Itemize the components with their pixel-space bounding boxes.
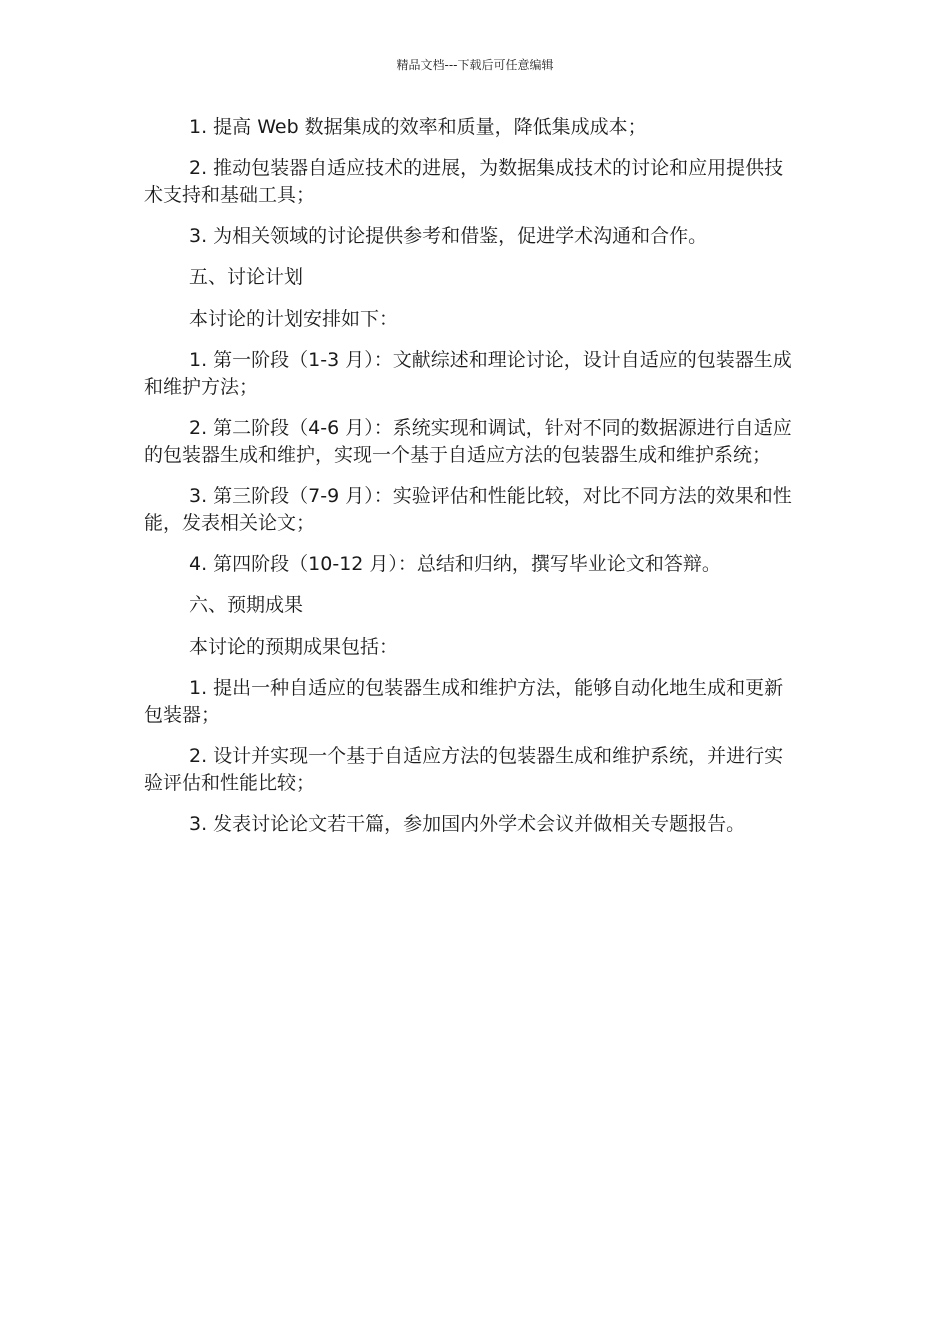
document-body — [144, 114, 800, 852]
page-header: 精品文档---下载后可任意编辑 — [396, 58, 554, 72]
list-item-goal-2: 2. 推动包装器自适应技术的进展，为数据集成技术的讨论和应用提供技术支持和基础工具； — [144, 157, 784, 206]
list-item-goal-3: 3. 为相关领域的讨论提供参考和借鉴，促进学术沟通和合作。 — [189, 225, 708, 247]
list-item-outcome-3: 3. 发表讨论论文若干篇，参加国内外学术会议并做相关专题报告。 — [189, 813, 746, 835]
list-item-stage-1: 1. 第一阶段（1-3 月）：文献综述和理论讨论，设计自适应的包装器生成和维护方法； — [144, 349, 792, 398]
list-item-goal-1: 1. 提高 Web 数据集成的效率和质量，降低集成成本； — [189, 116, 647, 138]
list-item-stage-2: 2. 第二阶段（4-6 月）：系统实现和调试，针对不同的数据源进行自适应的包装器生成和维护，实现一个基于自适应方法的包装器生成和维护系统； — [144, 417, 792, 466]
outcomes-intro: 本讨论的预期成果包括： — [189, 636, 399, 658]
list-item-outcome-1: 1. 提出一种自适应的包装器生成和维护方法，能够自动化地生成和更新包装器； — [144, 677, 784, 726]
section-heading-outcomes: 六、预期成果 — [189, 594, 304, 616]
list-item-stage-3: 3. 第三阶段（7-9 月）：实验评估和性能比较，对比不同方法的效果和性能，发表相关论文； — [144, 485, 792, 534]
list-item-stage-4: 4. 第四阶段（10-12 月）：总结和归纳，撰写毕业论文和答辩。 — [189, 553, 721, 575]
section-heading-plan: 五、讨论计划 — [189, 266, 304, 288]
list-item-outcome-2: 2. 设计并实现一个基于自适应方法的包装器生成和维护系统，并进行实验评估和性能比较； — [144, 745, 784, 794]
plan-intro: 本讨论的计划安排如下： — [189, 308, 399, 330]
